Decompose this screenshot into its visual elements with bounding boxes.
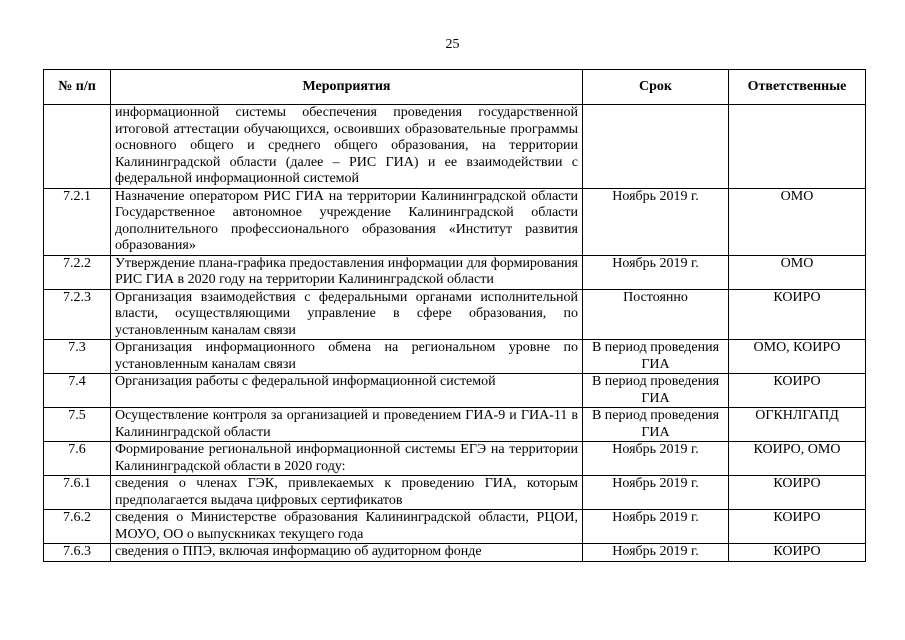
row-responsible: КОИРО, ОМО — [729, 442, 866, 476]
row-responsible: ОГКНЛГАПД — [729, 408, 866, 442]
row-num: 7.2.2 — [44, 255, 111, 289]
row-responsible: КОИРО — [729, 510, 866, 544]
row-num: 7.3 — [44, 340, 111, 374]
activities-table — [43, 69, 866, 562]
row-term: Ноябрь 2019 г. — [583, 188, 729, 255]
table-row — [44, 544, 866, 562]
row-num — [44, 105, 111, 189]
header-activities: Мероприятия — [111, 70, 583, 105]
table-row — [44, 374, 866, 408]
row-activity: сведения о членах ГЭК, привлекаемых к проведению ГИА, которым предполагается выдача цифровых сертификатов — [111, 476, 583, 510]
row-term: Ноябрь 2019 г. — [583, 442, 729, 476]
header-term: Срок — [583, 70, 729, 105]
row-term: Ноябрь 2019 г. — [583, 255, 729, 289]
row-num: 7.6 — [44, 442, 111, 476]
row-responsible: ОМО — [729, 255, 866, 289]
page-number: 25 — [445, 37, 460, 52]
table-row — [44, 255, 866, 289]
row-num: 7.2.3 — [44, 289, 111, 340]
header-responsible: Ответственные — [729, 70, 866, 105]
row-num: 7.6.2 — [44, 510, 111, 544]
row-responsible: КОИРО — [729, 374, 866, 408]
row-activity: сведения о Министерстве образования Калининградской области, РЦОИ, МОУО, ОО о выпускниках текущего года — [111, 510, 583, 544]
table-row — [44, 188, 866, 255]
row-activity: информационной системы обеспечения проведения государственной итоговой аттестации обучающихся, освоивших образовательные программы основного общего и среднего общего образования, на территории Калининградской области (далее – РИС ГИА) и ее взаимодействии с федеральной информационной системой — [111, 105, 583, 189]
table-row — [44, 408, 866, 442]
header-row — [44, 70, 866, 105]
row-activity: сведения о ППЭ, включая информацию об аудиторном фонде — [111, 544, 583, 562]
row-term: В период проведения ГИА — [583, 408, 729, 442]
row-activity: Осуществление контроля за организацией и проведением ГИА-9 и ГИА-11 в Калининградской области — [111, 408, 583, 442]
row-activity: Организация взаимодействия с федеральными органами исполнительной власти, осуществляющими управление в сфере образования, по установленным каналам связи — [111, 289, 583, 340]
table-body — [44, 105, 866, 562]
row-term: Постоянно — [583, 289, 729, 340]
row-num: 7.4 — [44, 374, 111, 408]
row-responsible: КОИРО — [729, 289, 866, 340]
row-activity: Организация информационного обмена на региональном уровне по установленным каналам связи — [111, 340, 583, 374]
row-responsible — [729, 105, 866, 189]
row-term: Ноябрь 2019 г. — [583, 476, 729, 510]
row-activity: Формирование региональной информационной системы ЕГЭ на территории Калининградской области в 2020 году: — [111, 442, 583, 476]
row-term — [583, 105, 729, 189]
table-header — [44, 70, 866, 105]
table-row — [44, 510, 866, 544]
row-responsible: ОМО — [729, 188, 866, 255]
row-term: В период проведения ГИА — [583, 374, 729, 408]
row-num: 7.6.3 — [44, 544, 111, 562]
row-responsible: КОИРО — [729, 476, 866, 510]
row-activity: Организация работы с федеральной информационной системой — [111, 374, 583, 408]
row-term: Ноябрь 2019 г. — [583, 544, 729, 562]
header-num: № п/п — [44, 70, 111, 105]
table-row — [44, 476, 866, 510]
row-term: Ноябрь 2019 г. — [583, 510, 729, 544]
row-num: 7.2.1 — [44, 188, 111, 255]
row-num: 7.5 — [44, 408, 111, 442]
row-term: В период проведения ГИА — [583, 340, 729, 374]
table-row — [44, 289, 866, 340]
table-row — [44, 340, 866, 374]
row-responsible: КОИРО — [729, 544, 866, 562]
row-activity: Утверждение плана-графика предоставления информации для формирования РИС ГИА в 2020 году на территории Калининградской области — [111, 255, 583, 289]
row-responsible: ОМО, КОИРО — [729, 340, 866, 374]
table-row — [44, 105, 866, 189]
table-row — [44, 442, 866, 476]
row-activity: Назначение оператором РИС ГИА на территории Калининградской области Государственное автономное учреждение Калининградской области дополнительного профессионального образования «Институт развития образования» — [111, 188, 583, 255]
row-num: 7.6.1 — [44, 476, 111, 510]
